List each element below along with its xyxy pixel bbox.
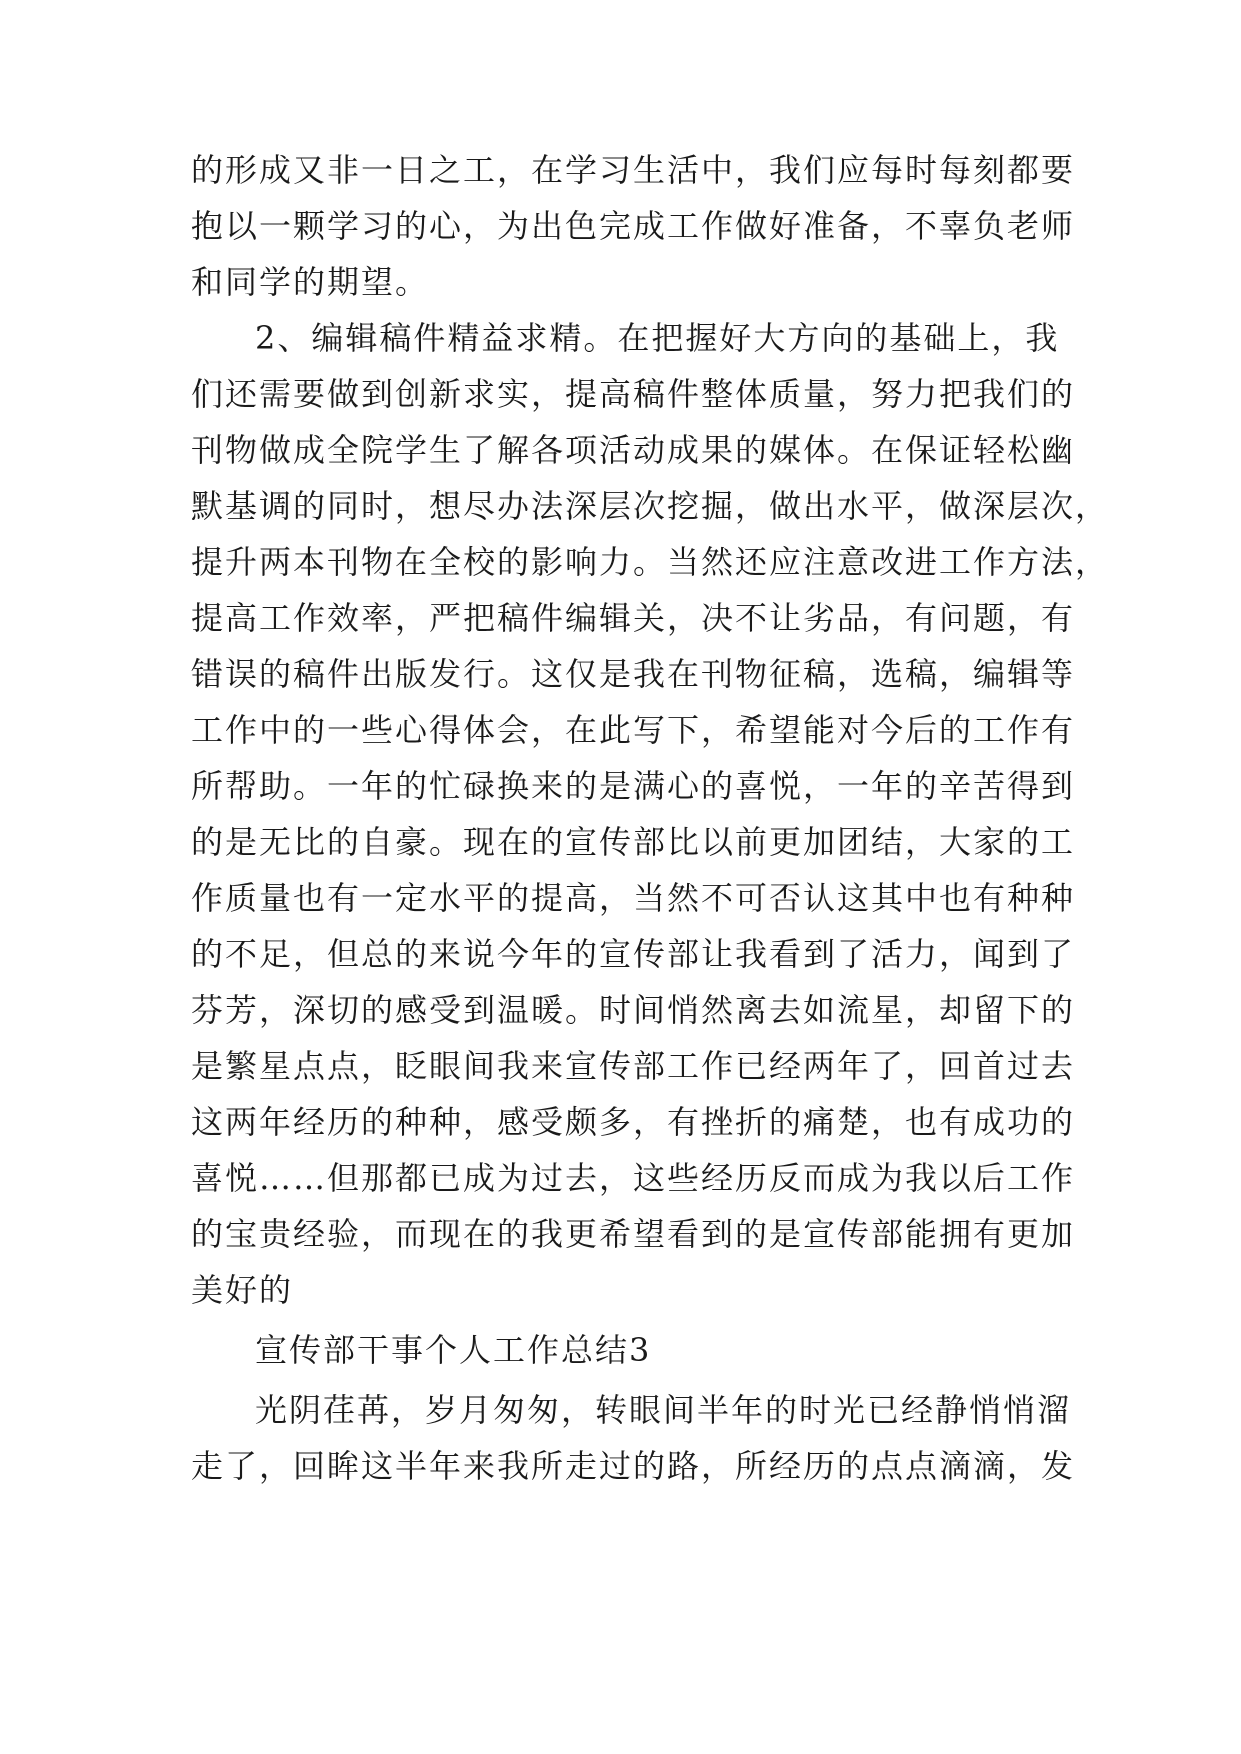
text-line: 的形成又非一日之工，在学习生活中，我们应每时每刻都要 (191, 151, 1076, 189)
text-line: 们还需要做到创新求实，提高稿件整体质量，努力把我们的 (191, 375, 1076, 413)
text-line: 作质量也有一定水平的提高，当然不可否认这其中也有种种 (191, 879, 1076, 917)
text-line: 所帮助。一年的忙碌换来的是满心的喜悦，一年的辛苦得到 (191, 767, 1076, 805)
text-line: 抱以一颗学习的心，为出色完成工作做好准备，不辜负老师 (191, 207, 1076, 245)
text-line: 美好的 (191, 1271, 294, 1309)
section-heading: 宣传部干事个人工作总结3 (255, 1331, 652, 1369)
text-line: 工作中的一些心得体会，在此写下，希望能对今后的工作有 (191, 711, 1076, 749)
text-line-indented: 2、编辑稿件精益求精。在把握好大方向的基础上，我 (255, 319, 1060, 357)
text-line: 的是无比的自豪。现在的宣传部比以前更加团结，大家的工 (191, 823, 1076, 861)
text-line: 的宝贵经验，而现在的我更希望看到的是宣传部能拥有更加 (191, 1215, 1076, 1253)
text-line: 走了，回眸这半年来我所走过的路，所经历的点点滴滴，发 (191, 1447, 1076, 1485)
text-line: 这两年经历的种种，感受颇多，有挫折的痛楚，也有成功的 (191, 1103, 1076, 1141)
text-line: 的不足，但总的来说今年的宣传部让我看到了活力，闻到了 (191, 935, 1076, 973)
text-line: 刊物做成全院学生了解各项活动成果的媒体。在保证轻松幽 (191, 431, 1076, 469)
text-line: 提升两本刊物在全校的影响力。当然还应注意改进工作方法， (191, 543, 1110, 581)
text-line: 是繁星点点，眨眼间我来宣传部工作已经两年了，回首过去 (191, 1047, 1076, 1085)
text-line: 提高工作效率，严把稿件编辑关，决不让劣品，有问题，有 (191, 599, 1076, 637)
text-line: 喜悦……但那都已成为过去，这些经历反而成为我以后工作 (191, 1159, 1076, 1197)
text-line: 默基调的同时，想尽办法深层次挖掘，做出水平，做深层次， (191, 487, 1110, 525)
text-line: 和同学的期望。 (191, 263, 430, 301)
text-line: 错误的稿件出版发行。这仅是我在刊物征稿，选稿，编辑等 (191, 655, 1076, 693)
text-line-indented: 光阴荏苒，岁月匆匆，转眼间半年的时光已经静悄悄溜 (255, 1391, 1072, 1429)
text-line: 芬芳，深切的感受到温暖。时间悄然离去如流星，却留下的 (191, 991, 1076, 1029)
